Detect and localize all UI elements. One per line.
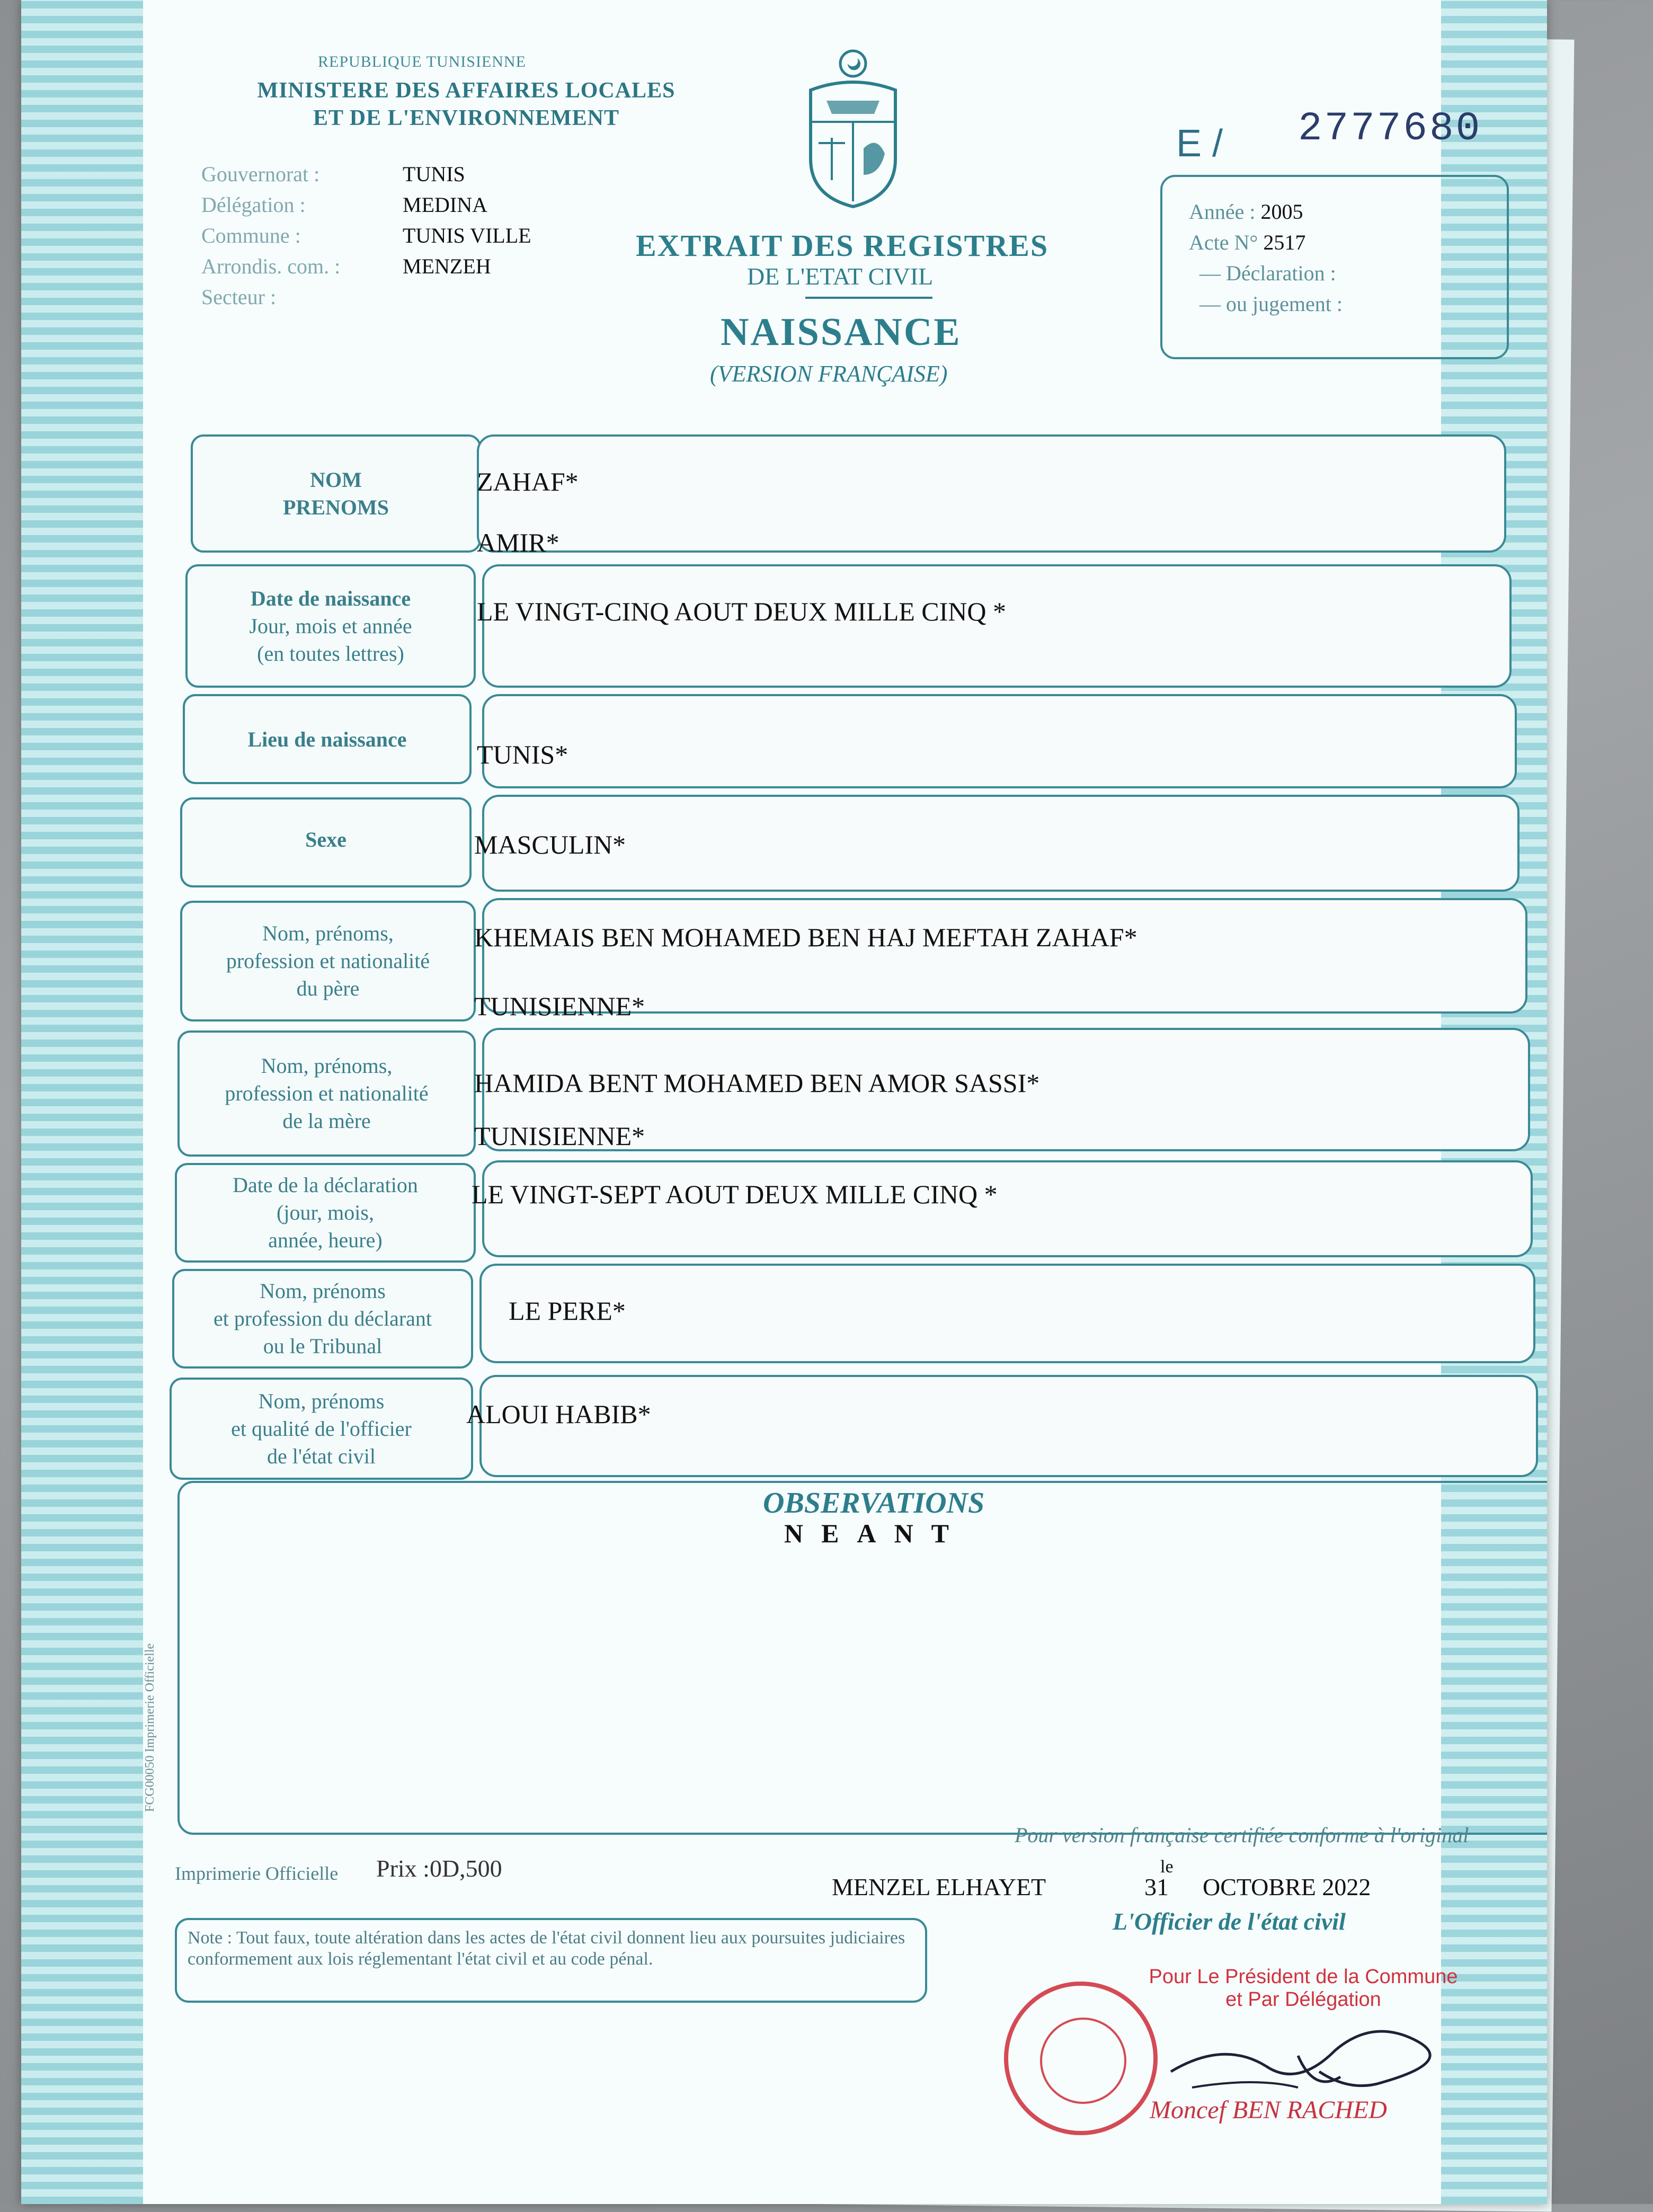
label-line: année, heure) [268,1228,383,1252]
official-stamp [1004,1982,1158,2135]
admin-values [403,159,531,282]
row-label-declarant [172,1269,473,1369]
admin-labels [201,159,340,313]
admin-value-commune: TUNIS VILLE [403,224,531,247]
admin-label-commune: Commune : [201,224,301,247]
serial-number: 2777680 [1298,106,1482,152]
title-etat-civil: DE L'ETAT CIVIL [747,263,934,290]
label-line: Lieu de naissance [247,727,407,751]
signatory-name: Moncef BEN RACHED [1150,2096,1387,2124]
note-text: Tout faux, toute altération dans les actes de l'état civil donnent lieu aux poursuites judiciaires conformement aux lois réglementant l'état civil et au code pénal. [188,1928,905,1969]
admin-value-arrondissement: MENZEH [403,254,491,278]
label-line: (jour, mois, [277,1201,374,1224]
signature-icon [1160,2008,1478,2103]
value-sexe: MASCULIN* [474,830,626,859]
acte-value: 2517 [1263,230,1306,254]
row-label-pere [180,901,476,1021]
admin-value-delegation: MEDINA [403,193,487,217]
guilloche-border-left [21,0,143,2204]
label-line: profession et nationalité [225,1081,429,1105]
republic-heading: REPUBLIQUE TUNISIENNE [318,53,526,70]
title-divider [805,297,932,299]
value-nom: ZAHAF* [477,467,579,496]
annee-line [1189,199,1303,224]
note-box [175,1918,927,2003]
label-line: de l'état civil [267,1444,376,1468]
label-line: (en toutes lettres) [257,641,404,665]
ministry-line-2: ET DE L'ENVIRONNEMENT [313,106,619,130]
admin-label-gouvernorat: Gouvernorat : [201,162,320,186]
label-line: Nom, prénoms, [261,1054,393,1078]
value-date-naissance: LE VINGT-CINQ AOUT DEUX MILLE CINQ * [477,597,1006,626]
acte-line [1189,230,1305,255]
value-pere-nationalite: TUNISIENNE* [474,991,645,1021]
place: MENZEL ELHAYET [832,1873,1046,1900]
annee-label: Année : [1189,200,1256,224]
date-month-year: OCTOBRE 2022 [1203,1873,1371,1900]
annee-value: 2005 [1260,200,1303,224]
jugement-label: — ou jugement : [1199,292,1343,316]
stamp-inner-ring [1040,2018,1126,2104]
label-line: du père [296,976,360,1000]
label-line: Date de la déclaration [233,1173,418,1197]
coat-of-arms-icon [795,48,911,212]
admin-label-delegation: Délégation : [201,193,306,217]
declaration-label: — Déclaration : [1199,261,1336,285]
row-label-date-naissance [185,564,476,688]
ministry-line-1: MINISTERE DES AFFAIRES LOCALES [257,78,676,103]
label-line: et profession du déclarant [213,1307,432,1330]
label-line: Date de naissance [250,586,411,610]
price: Prix :0D,500 [376,1855,502,1882]
value-pere-nom: KHEMAIS BEN MOHAMED BEN HAJ MEFTAH ZAHAF* [474,922,1137,952]
row-value-box-nom [477,434,1506,553]
label-line: Nom, prénoms [260,1279,386,1303]
label-line: Nom, prénoms [258,1389,385,1413]
label-line: ou le Tribunal [263,1334,383,1358]
value-mere-nom: HAMIDA BENT MOHAMED BEN AMOR SASSI* [474,1068,1040,1098]
row-value-box-declarant [479,1264,1535,1363]
admin-value-gouvernorat: TUNIS [403,162,465,186]
row-value-box-lieu [482,694,1517,788]
row-label-sexe [180,797,472,887]
officer-title: L'Officier de l'état civil [1113,1908,1346,1935]
label-line: Jour, mois et année [249,614,412,638]
value-lieu: TUNIS* [477,740,568,769]
certified-text: Pour version française certifiée conforme à l'original [1015,1823,1469,1847]
row-label-officier [170,1378,473,1480]
date-le: le [1160,1857,1174,1877]
title-naissance: NAISSANCE [721,310,962,354]
delegation-line-1: Pour Le Président de la Commune [1149,1966,1458,1988]
acte-label: Acte N° [1189,230,1258,254]
row-value-box-sexe [482,795,1519,892]
row-label-mere [177,1031,476,1157]
label-line: de la mère [282,1109,371,1133]
row-label-lieu [183,694,472,784]
value-prenoms: AMIR* [477,528,559,557]
observations-value: NEANT [784,1518,967,1548]
admin-label-secteur: Secteur : [201,285,277,309]
note-label: Note : [188,1928,233,1948]
title-version: (VERSION FRANÇAISE) [710,361,948,387]
value-declarant: LE PERE* [509,1296,626,1326]
admin-label-arrondissement: Arrondis. com. : [201,254,341,278]
label-line: Nom, prénoms, [262,921,394,945]
delegation-text [1144,1966,1462,2011]
acte-box [1160,175,1509,359]
value-officier: ALOUI HABIB* [466,1399,651,1429]
label-line: Sexe [305,828,346,851]
date-day: 31 [1144,1873,1169,1900]
label-line: PRENOMS [283,495,389,519]
label-line: et qualité de l'officier [231,1416,412,1441]
row-label-date-declaration [175,1163,476,1263]
serial-prefix: E / [1176,122,1223,165]
row-label-nom [191,434,481,553]
value-date-declaration: LE VINGT-SEPT AOUT DEUX MILLE CINQ * [472,1179,998,1209]
printer-label: Imprimerie Officielle [175,1863,339,1884]
title-extrait: EXTRAIT DES REGISTRES [636,228,1049,263]
ministry-heading [236,77,697,132]
value-mere-nationalite: TUNISIENNE* [474,1121,645,1151]
label-line: profession et nationalité [226,949,430,973]
side-print-code: FCG00050 Imprimerie Officielle [143,1643,157,1812]
observations-title: OBSERVATIONS [763,1487,985,1520]
delegation-line-2: et Par Délégation [1225,1988,1381,2011]
certificate-sheet [21,0,1547,2204]
label-line: NOM [310,467,362,492]
